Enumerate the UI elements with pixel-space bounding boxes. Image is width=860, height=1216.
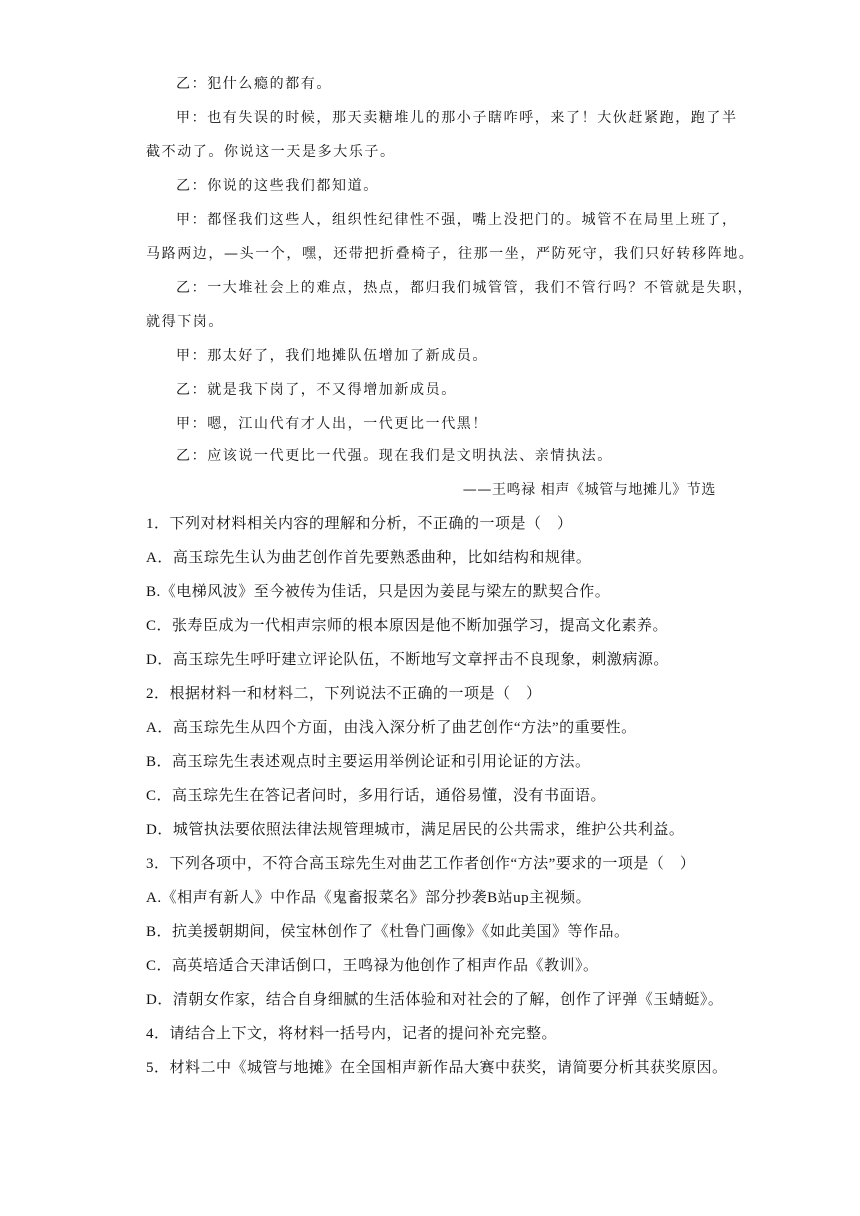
- question-stem: 2．根据材料一和材料二，下列说法不正确的一项是（ ）: [146, 686, 542, 702]
- answer-option: D．城管执法要依照法律法规管理城市，满足居民的公共需求，维护公共利益。: [146, 822, 685, 838]
- answer-option: B．高玉琮先生表述观点时主要运用举例论证和引用论证的方法。: [146, 754, 591, 770]
- answer-option: D．高玉琮先生呼吁建立评论队伍，不断地写文章抨击不良现象，刺激病源。: [146, 652, 669, 668]
- question-stem: 1．下列对材料相关内容的理解和分析，不正确的一项是（ ）: [146, 516, 573, 532]
- answer-option: C．张寿臣成为一代相声宗师的根本原因是他不断加强学习，提高文化素养。: [146, 618, 669, 634]
- answer-option: C．高英培适合天津话倒口，王鸣禄为他创作了相声作品《教训》。: [146, 958, 599, 974]
- dialogue-line: 乙：你说的这些我们都知道。: [176, 178, 379, 194]
- question-stem: 4．请结合上下文，将材料一括号内，记者的提问补充完整。: [146, 1026, 558, 1042]
- answer-option: B．抗美援朝期间，侯宝林创作了《杜鲁门画像》《如此美国》等作品。: [146, 924, 630, 940]
- question-stem: 5．材料二中《城管与地摊》在全国相声新作品大赛中获奖，请简要分析其获奖原因。: [146, 1060, 728, 1076]
- question-stem: 3．下列各项中，不符合高玉琮先生对曲艺工作者创作“方法”要求的一项是（ ）: [146, 856, 696, 872]
- answer-option: A.《相声有新人》中作品《鬼畜报菜名》部分抄袭B站up主视频。: [146, 890, 592, 906]
- dialogue-line: 截不动了。你说这一天是多大乐子。: [146, 144, 396, 160]
- answer-option: A．高玉琮先生认为曲艺创作首先要熟悉曲种，比如结构和规律。: [146, 550, 592, 566]
- answer-option: A．高玉琮先生从四个方面，由浅入深分析了曲艺创作“方法”的重要性。: [146, 720, 637, 736]
- dialogue-line: 甲：那太好了，我们地摊队伍增加了新成员。: [176, 348, 488, 364]
- dialogue-line: 乙：犯什么瘾的都有。: [176, 76, 332, 92]
- dialogue-line: 乙：就是我下岗了，不又得增加新成员。: [176, 382, 457, 398]
- dialogue-line: 就得下岗。: [146, 314, 224, 330]
- dialogue-line: 乙：一大堆社会上的难点，热点，都归我们城管管，我们不管行吗？不管就是失职，: [176, 280, 754, 296]
- dialogue-line: 甲：嗯，江山代有才人出，一代更比一代黑！: [176, 416, 488, 432]
- answer-option: B.《电梯风波》至今被传为佳话，只是因为姜昆与梁左的默契合作。: [146, 584, 611, 600]
- dialogue-line: 甲：也有失误的时候，那天卖糖堆儿的那小子瞎咋呼，来了！大伙赶紧跑，跑了半: [176, 110, 738, 126]
- source-attribution: ——王鸣禄 相声《城管与地摊儿》节选: [462, 482, 716, 498]
- dialogue-line: 乙：应该说一代更比一代强。现在我们是文明执法、亲情执法。: [176, 448, 613, 464]
- dialogue-line: 马路两边，—头一个，嘿，还带把折叠椅子，往那一坐，严防死守，我们只好转移阵地。: [146, 246, 755, 262]
- answer-option: D．清朝女作家，结合自身细腻的生活体验和对社会的了解，创作了评弹《玉蜻蜓》。: [146, 992, 724, 1008]
- answer-option: C．高玉琮先生在答记者问时，多用行话，通俗易懂，没有书面语。: [146, 788, 607, 804]
- dialogue-line: 甲：都怪我们这些人，组织性纪律性不强，嘴上没把门的。城管不在局里上班了，: [176, 212, 738, 228]
